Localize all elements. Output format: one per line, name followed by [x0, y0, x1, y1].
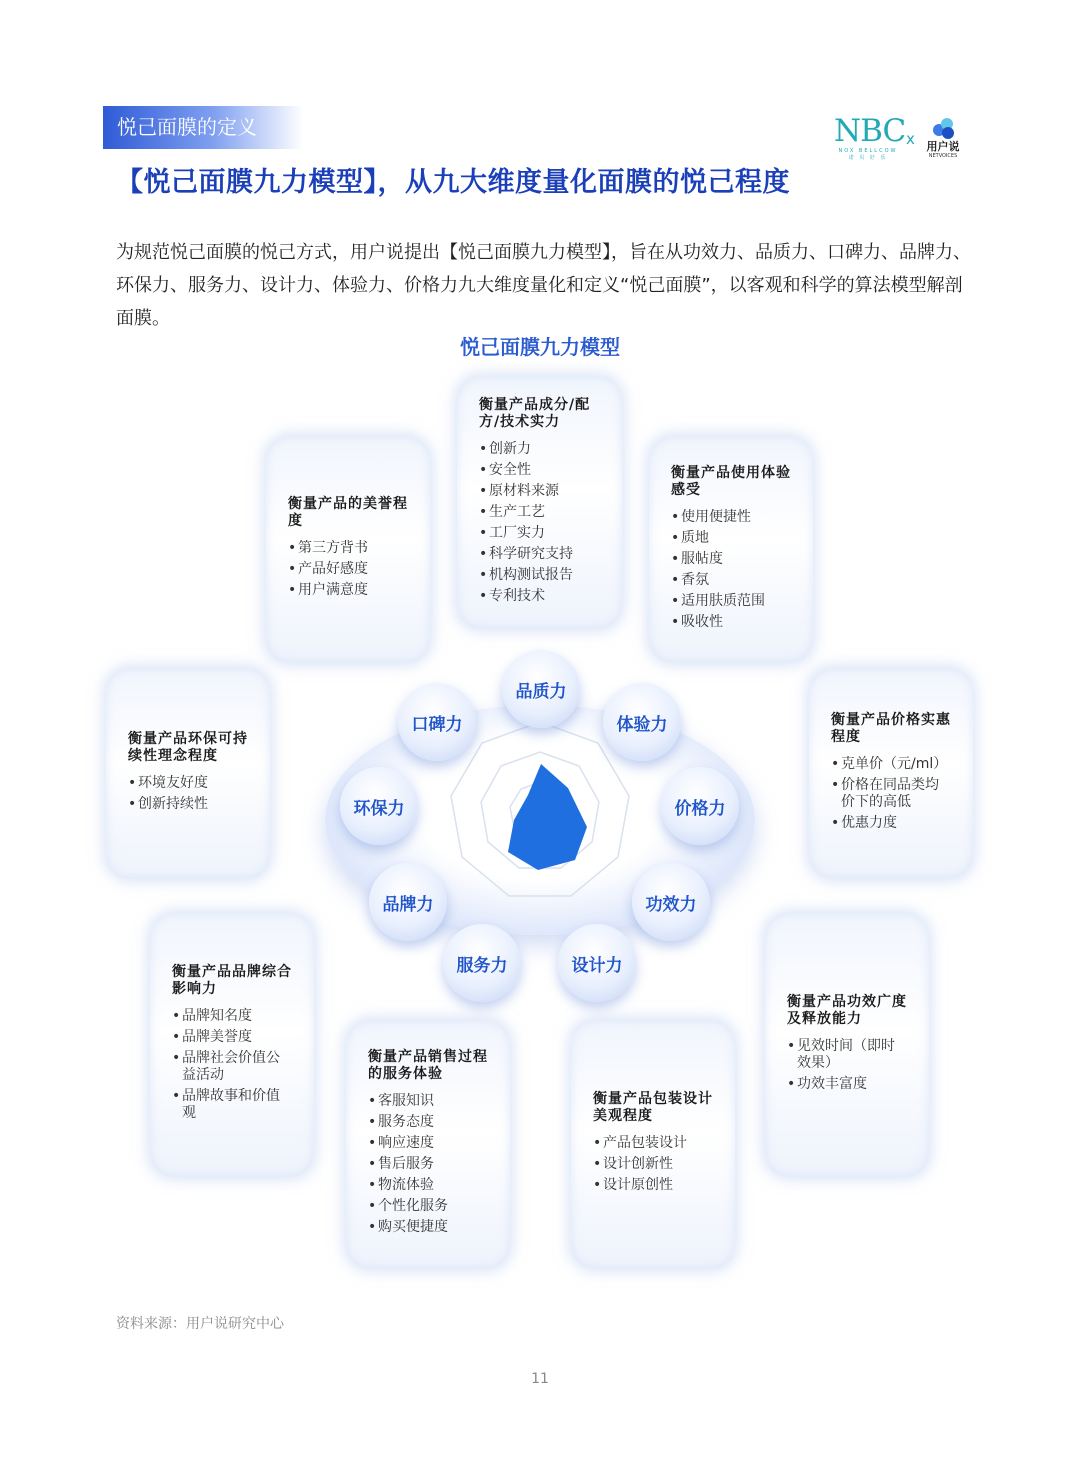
- dimension-efficacy: 功效力: [632, 863, 710, 941]
- list-item: • 安全性: [479, 462, 600, 479]
- list-item: • 创新力: [479, 441, 600, 458]
- list-item: • 响应速度: [368, 1135, 488, 1152]
- list-item: • 吸收性: [671, 614, 791, 631]
- card-eco: [106, 668, 270, 879]
- list-item: • 客服知识: [368, 1093, 488, 1110]
- list-item: • 香氛: [671, 572, 791, 589]
- list-item: • 品牌社会价值公益活动: [172, 1050, 292, 1084]
- card-quality: [457, 376, 622, 629]
- card-price: [809, 668, 973, 879]
- list-item: • 售后服务: [368, 1156, 488, 1173]
- list-item: • 价格在同品类均价下的高低: [831, 777, 951, 811]
- card-service-title: 衡量产品销售过程的服务体验: [368, 1049, 488, 1082]
- source-note: 资料来源：用户说研究中心: [116, 1316, 284, 1332]
- logo-separator: x: [906, 130, 915, 148]
- card-efficacy-title: 衡量产品功效广度及释放能力: [787, 993, 907, 1027]
- netvoices-logo-cn: 用户说: [926, 140, 960, 153]
- card-reputation-title: 衡量产品的美誉程度: [288, 496, 408, 529]
- list-item: • 生产工艺: [479, 504, 600, 521]
- card-efficacy: [765, 913, 929, 1177]
- section-tag: 悦己面膜的定义: [103, 106, 303, 149]
- radar-fill: [508, 764, 587, 870]
- list-item: • 功效丰富度: [787, 1076, 907, 1093]
- list-item: • 品牌故事和价值观: [172, 1088, 292, 1122]
- list-item: • 设计创新性: [593, 1156, 713, 1173]
- card-experience: [649, 436, 813, 663]
- dimension-reputation: 口碑力: [398, 683, 476, 761]
- list-item: • 专利技术: [479, 588, 600, 605]
- list-item: • 产品包装设计: [593, 1135, 713, 1152]
- card-brand-title: 衡量产品品牌综合影响力: [172, 964, 292, 997]
- page-title: 【悦己面膜九力模型】，从九大维度量化面膜的悦己程度: [116, 167, 790, 198]
- list-item: • 创新持续性: [128, 796, 248, 813]
- intro-paragraph: 为规范悦己面膜的悦己方式，用户说提出【悦己面膜九力模型】，旨在从功效力、品质力、口碑力、品牌力、环保力、服务力、设计力、体验力、价格力九大维度量化和定义“悦己面膜”，以客观和科学的算法模型解剖面膜。: [116, 242, 971, 329]
- list-item: • 环境友好度: [128, 775, 248, 792]
- list-item: • 产品好感度: [288, 561, 408, 578]
- list-item: • 优惠力度: [831, 815, 951, 832]
- list-item: • 见效时间（即时效果）: [787, 1038, 907, 1072]
- card-reputation: [266, 436, 430, 663]
- nbc-logo-subtext: NOX BELLCOW: [838, 148, 898, 154]
- dimension-brand: 品牌力: [369, 863, 447, 941]
- nbc-logo-text: NBC: [834, 113, 906, 149]
- dimension-design: 设计力: [558, 924, 636, 1002]
- card-eco-title: 衡量产品环保可持续性理念程度: [128, 730, 248, 764]
- dimension-experience: 体验力: [603, 683, 681, 761]
- card-price-title: 衡量产品价格实惠程度: [831, 711, 951, 745]
- card-experience-title: 衡量产品使用体验感受: [671, 464, 791, 498]
- list-item: • 第三方背书: [288, 540, 408, 557]
- list-item: • 设计原创性: [593, 1177, 713, 1194]
- card-brand: [150, 913, 314, 1177]
- list-item: • 个性化服务: [368, 1198, 488, 1215]
- list-item: • 购买便捷度: [368, 1219, 488, 1236]
- card-design-title: 衡量产品包装设计美观程度: [593, 1091, 713, 1124]
- dimension-eco: 环保力: [340, 767, 418, 845]
- dimension-service: 服务力: [443, 924, 521, 1002]
- list-item: • 机构测试报告: [479, 567, 600, 584]
- page-number: 11: [531, 1371, 549, 1387]
- list-item: • 质地: [671, 530, 791, 547]
- list-item: • 使用便捷性: [671, 509, 791, 526]
- nbc-logo: [834, 113, 906, 166]
- list-item: • 用户满意度: [288, 582, 408, 599]
- list-item: • 工厂实力: [479, 525, 600, 542]
- dimension-price: 价格力: [661, 767, 739, 845]
- card-design: [571, 1020, 735, 1269]
- list-item: • 克单价（元/ml）: [831, 756, 951, 773]
- list-item: • 品牌美誉度: [172, 1029, 292, 1046]
- card-quality-title: 衡量产品成分/配方/技术实力: [479, 396, 591, 430]
- list-item: • 物流体验: [368, 1177, 488, 1194]
- list-item: • 科学研究支持: [479, 546, 600, 563]
- list-item: • 适用肤质范围: [671, 593, 791, 610]
- netvoices-mark-icon: [931, 116, 955, 140]
- list-item: • 品牌知名度: [172, 1008, 292, 1025]
- card-service: [346, 1020, 510, 1269]
- dimension-quality: 品质力: [502, 650, 580, 728]
- list-item: • 原材料来源: [479, 483, 600, 500]
- model-title: 悦己面膜九力模型: [460, 335, 620, 359]
- list-item: • 服务态度: [368, 1114, 488, 1131]
- list-item: • 服帖度: [671, 551, 791, 568]
- nbc-logo-cn: 诺 贝 好 乐: [848, 155, 888, 161]
- netvoices-logo: [920, 116, 966, 166]
- netvoices-logo-en: NETVOICES: [928, 153, 958, 159]
